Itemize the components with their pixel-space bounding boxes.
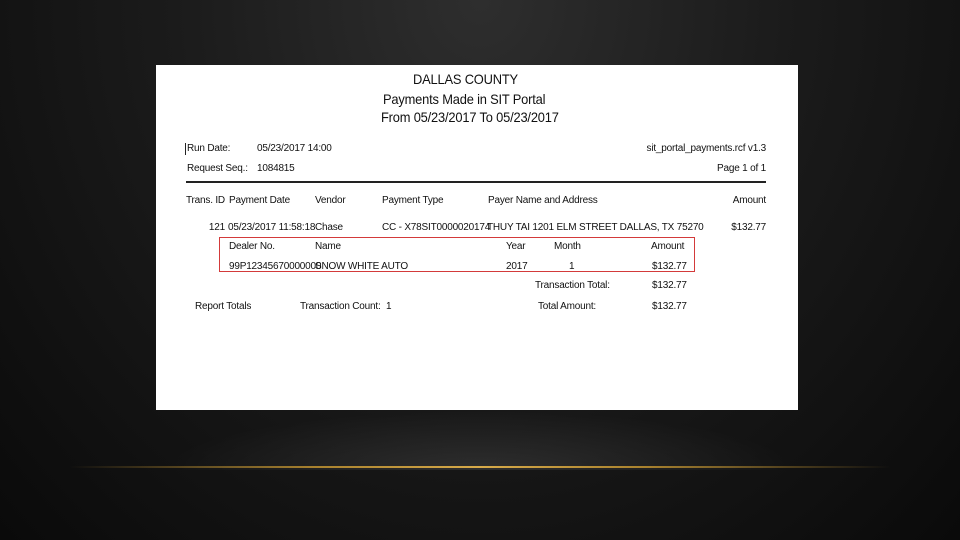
detail-col-amount: Amount <box>651 241 685 252</box>
request-seq-label: Request Seq.: <box>187 163 248 174</box>
transaction-vendor: Chase <box>315 222 343 233</box>
detail-col-month: Month <box>554 241 581 252</box>
detail-col-name: Name <box>315 241 341 252</box>
transaction-payment-type: CC - X78SIT0000020174 <box>382 222 491 233</box>
transaction-count-label: Transaction Count: <box>300 301 381 312</box>
page-indicator: Page 1 of 1 <box>717 163 766 174</box>
transaction-total-value: $132.77 <box>652 280 687 291</box>
detail-month: 1 <box>569 261 575 272</box>
detail-year: 2017 <box>506 261 528 272</box>
run-date-value: 05/23/2017 14:00 <box>257 143 332 154</box>
run-date-label: Run Date: <box>187 143 231 154</box>
gold-divider-line <box>70 466 890 468</box>
transaction-payment-date: 05/23/2017 11:58:18 <box>228 222 316 233</box>
report-title: Payments Made in SIT Portal <box>383 91 546 107</box>
transaction-payer: THUY TAI 1201 ELM STREET DALLAS, TX 75270 <box>487 222 704 233</box>
text-cursor <box>185 143 186 155</box>
detail-col-dealer-no: Dealer No. <box>229 241 275 252</box>
total-amount-label: Total Amount: <box>538 301 596 312</box>
col-payer: Payer Name and Address <box>488 195 598 206</box>
report-document <box>156 65 798 410</box>
transaction-id: 121 <box>208 222 225 233</box>
detail-dealer-no: 99P12345670000000 <box>229 261 322 272</box>
col-payment-type: Payment Type <box>382 195 444 206</box>
col-amount: Amount <box>732 195 766 206</box>
transaction-total-label: Transaction Total: <box>535 280 610 291</box>
col-vendor: Vendor <box>315 195 346 206</box>
report-file-name: sit_portal_payments.rcf v1.3 <box>646 143 766 154</box>
col-trans-id: Trans. ID <box>186 195 225 206</box>
detail-col-year: Year <box>506 241 526 252</box>
header-rule <box>186 181 766 183</box>
total-amount-value: $132.77 <box>652 301 687 312</box>
detail-amount: $132.77 <box>652 261 687 272</box>
detail-name: SNOW WHITE AUTO <box>315 261 408 272</box>
report-totals-label: Report Totals <box>195 301 252 312</box>
transaction-amount: $132.77 <box>731 222 766 233</box>
col-payment-date: Payment Date <box>229 195 290 206</box>
background-glow-haze <box>160 410 800 470</box>
county-title: DALLAS COUNTY <box>413 71 518 87</box>
date-range: From 05/23/2017 To 05/23/2017 <box>381 109 559 125</box>
request-seq-value: 1084815 <box>257 163 295 174</box>
transaction-count-value: 1 <box>386 301 392 312</box>
